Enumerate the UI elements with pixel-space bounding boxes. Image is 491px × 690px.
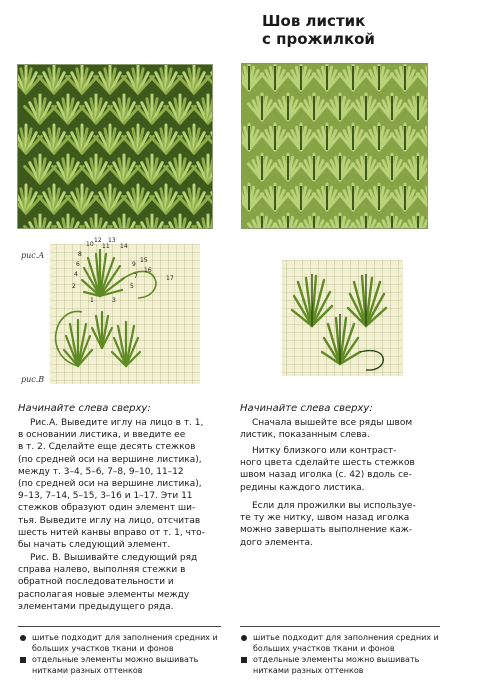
text-line: бы начать следующий элемент. <box>18 540 171 551</box>
stitch-number: 5 <box>130 283 134 290</box>
bullet-item <box>20 633 220 654</box>
round-bullet-icon <box>241 635 247 641</box>
text-line: ного цвета сделайте шесть стежков <box>240 458 415 469</box>
stitch-number: 1 <box>90 297 94 304</box>
left-divider <box>18 626 221 627</box>
text-line: справа налево, выполняя стежки в <box>18 565 186 576</box>
text-line: Сначала вышейте все ряды швом <box>252 418 413 428</box>
text-line: редины каждого листика. <box>240 482 365 493</box>
stitch-number: 6 <box>76 261 80 268</box>
right-bullet-list <box>241 633 441 677</box>
left-paragraph-1 <box>18 417 226 551</box>
text-line: располагая новые элементы между <box>18 589 190 600</box>
text-line: между т. 3–4, 5–6, 7–8, 9–10, 11–12 <box>18 466 184 477</box>
right-paragraph-1 <box>240 417 440 441</box>
stitch-number: 15 <box>140 257 148 264</box>
bullet-item <box>241 655 441 676</box>
title-line-2: с прожилкой <box>262 30 375 48</box>
text-line: можно завершать выполнение каж- <box>240 525 413 536</box>
text-line: (по средней оси на вершине листика), <box>18 454 202 465</box>
left-paragraph-2 <box>18 552 226 613</box>
text-line: тья. Выведите иглу на лицо, отсчитав <box>18 515 201 526</box>
square-bullet-icon <box>241 657 247 663</box>
stitch-number: 11 <box>102 243 110 250</box>
text-line: 9–13, 7–14, 5–15, 3–16 и 1–17. Эти 11 <box>18 491 193 502</box>
bullet-text: шитье подходит для заполнения средних и больших участков ткани и фонов <box>253 633 439 653</box>
page-title <box>262 12 482 48</box>
right-paragraph-3 <box>240 500 440 549</box>
right-paragraph-2 <box>240 445 440 494</box>
bullet-item <box>241 633 441 654</box>
figure-a-label: рис.А <box>21 251 45 260</box>
stitch-number: 3 <box>112 297 116 304</box>
stitch-number: 10 <box>86 241 94 248</box>
stitch-number: 14 <box>120 243 128 250</box>
text-line: (по средней оси на вершине листика), <box>18 479 202 490</box>
text-line: листик, показанным слева. <box>240 430 370 441</box>
right-heading: Начинайте слева сверху: <box>240 403 373 414</box>
text-line: в т. 2. Сделайте еще десять стежков <box>18 442 196 453</box>
bullet-text: шитье подходит для заполнения средних и больших участков ткани и фонов <box>32 633 218 653</box>
left-heading: Начинайте слева сверху: <box>18 403 151 414</box>
stitch-number: 9 <box>132 261 136 268</box>
stitch-number: 17 <box>166 275 174 282</box>
square-bullet-icon <box>20 657 26 663</box>
bullet-text: отдельные элементы можно вышивать нитками разных оттенков <box>32 655 199 675</box>
text-line: стежков образуют один элемент ши- <box>18 503 196 514</box>
title-line-1: Шов листик <box>262 12 366 30</box>
stitch-number: 12 <box>94 237 102 244</box>
text-line: Нитку близкого или контраст- <box>252 446 397 456</box>
text-line: Рис.А. Выведите иглу на лицо в т. 1, <box>30 418 204 428</box>
figure-b-label: рис.В <box>21 375 45 384</box>
text-line: элементами предыдущего ряда. <box>18 601 174 612</box>
leaf-stitch-photo <box>17 64 213 229</box>
right-divider <box>240 626 440 627</box>
round-bullet-icon <box>20 635 26 641</box>
left-bullet-list <box>20 633 220 677</box>
text-line: обратной последовательности и <box>18 577 174 588</box>
text-line: шесть нитей канвы вправо от т. 1, что- <box>18 527 205 538</box>
text-line: Рис. В. Вышивайте следующий ряд <box>30 553 198 563</box>
stitch-number: 7 <box>134 273 138 280</box>
text-line: швом назад иголка (с. 42) вдоль се- <box>240 470 412 481</box>
stitch-number: 8 <box>78 251 82 258</box>
stitch-number: 13 <box>108 237 116 244</box>
stitch-diagram-left <box>48 236 213 386</box>
bullet-item <box>20 655 220 676</box>
text-line: дого элемента. <box>240 537 313 548</box>
stitch-number: 2 <box>72 283 76 290</box>
leaf-vein-stitch-photo <box>241 63 428 229</box>
text-line: в основании листика, и введите ее <box>18 430 186 441</box>
stitch-number: 16 <box>144 267 152 274</box>
bullet-text: отдельные элементы можно вышивать нитками разных оттенков <box>253 655 420 675</box>
text-line: те ту же нитку, швом назад иголка <box>240 513 410 524</box>
stitch-number: 4 <box>74 271 78 278</box>
text-line: Если для прожилки вы используе- <box>252 501 416 511</box>
stitch-diagram-right <box>270 252 415 384</box>
